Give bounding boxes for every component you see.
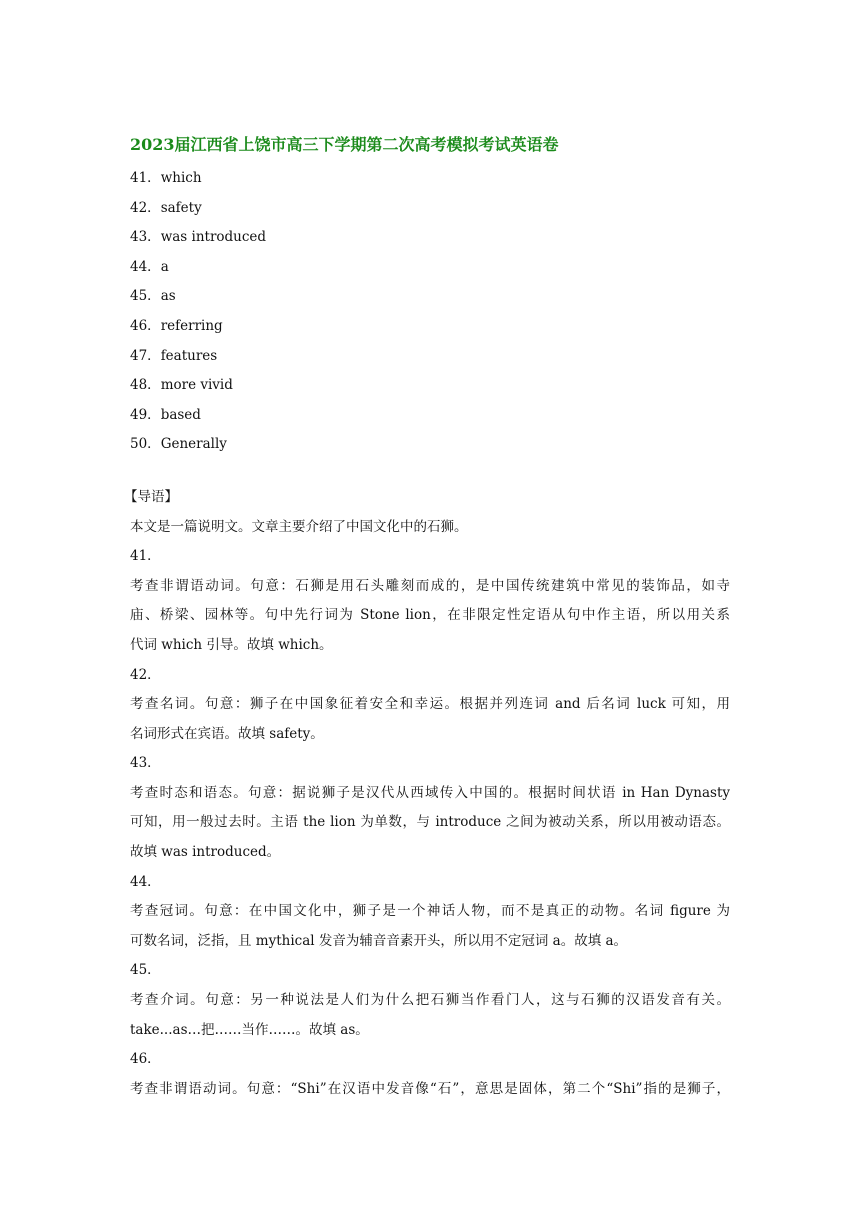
answer-item: 50．Generally bbox=[130, 436, 227, 453]
explanation-line: take...as…把……当作……。故填 as。 bbox=[130, 1021, 369, 1038]
explanation-number: 42． bbox=[130, 666, 161, 683]
answer-item: 46．referring bbox=[130, 317, 223, 334]
explanation-line: 考查非谓语动词。句意：石狮是用石头雕刻而成的，是中国传统建筑中常见的装饰品，如寺 bbox=[130, 577, 730, 594]
explanation-text bbox=[130, 572, 730, 661]
explanation-number: 45． bbox=[130, 962, 161, 979]
explanation-line: 代词 which 引导。故填 which。 bbox=[130, 636, 333, 653]
answer-item: 41．which bbox=[130, 170, 202, 186]
document-title: 2023届江西省上饶市高三下学期第二次高考模拟考试英语卷 bbox=[130, 135, 559, 154]
answer-item: 47．features bbox=[130, 347, 218, 364]
explanation-text bbox=[130, 897, 730, 956]
answer-item: 43．was introduced bbox=[130, 229, 267, 246]
explanation-text bbox=[130, 690, 730, 749]
explanation-number: 44． bbox=[130, 873, 161, 890]
explanation-line: 庙、桥梁、园林等。句中先行词为 Stone lion，在非限定性定语从句中作主语，所以用关系 bbox=[130, 607, 730, 624]
explanation-text bbox=[130, 779, 730, 868]
explanation-number: 43． bbox=[130, 755, 161, 772]
explanation-number: 46． bbox=[130, 1051, 161, 1068]
answer-list bbox=[130, 164, 730, 460]
explanation-line: 考查名词。句意：狮子在中国象征着安全和幸运。根据并列连词 and 后名词 luck 可知，用 bbox=[130, 696, 730, 713]
explanation-line: 考查介词。句意：另一种说法是人们为什么把石狮当作看门人，这与石狮的汉语发音有关。 bbox=[130, 992, 730, 1009]
explanation-line: 故填 was introduced。 bbox=[130, 844, 281, 861]
guide-text: 本文是一篇说明文。文章主要介绍了中国文化中的石狮。 bbox=[130, 518, 468, 535]
answer-item: 48．more vivid bbox=[130, 377, 233, 394]
document-page bbox=[124, 132, 730, 1104]
guide-heading: 【导语】 bbox=[124, 488, 178, 505]
explanation-line: 名词形式在宾语。故填 safety。 bbox=[130, 725, 324, 742]
explanation-line: 考查非谓语动词。句意：“Shi”在汉语中发音像“石”，意思是固体，第二个“Shi”指的是狮子， bbox=[130, 1080, 730, 1097]
explanation-text bbox=[130, 986, 730, 1045]
explanation-line: 可数名词，泛指，且 mythical 发音为辅音音素开头，所以用不定冠词 a。故填 a。 bbox=[130, 932, 628, 949]
answer-item: 45．as bbox=[130, 288, 176, 305]
answer-item: 44．a bbox=[130, 258, 169, 275]
explanation-line: 考查时态和语态。句意：据说狮子是汉代从西域传入中国的。根据时间状语 in Han Dynasty bbox=[130, 784, 730, 801]
answer-item: 49．based bbox=[130, 406, 201, 423]
explanation-line: 可知，用一般过去时。主语 the lion 为单数，与 introduce 之间为被动关系，所以用被动语态。 bbox=[130, 814, 730, 831]
explanation-line: 考查冠词。句意：在中国文化中，狮子是一个神话人物，而不是真正的动物。名词 figure 为 bbox=[130, 903, 730, 920]
answer-item: 42．safety bbox=[130, 199, 202, 216]
explanation-text bbox=[130, 1075, 730, 1105]
explanation-number: 41． bbox=[130, 548, 161, 565]
